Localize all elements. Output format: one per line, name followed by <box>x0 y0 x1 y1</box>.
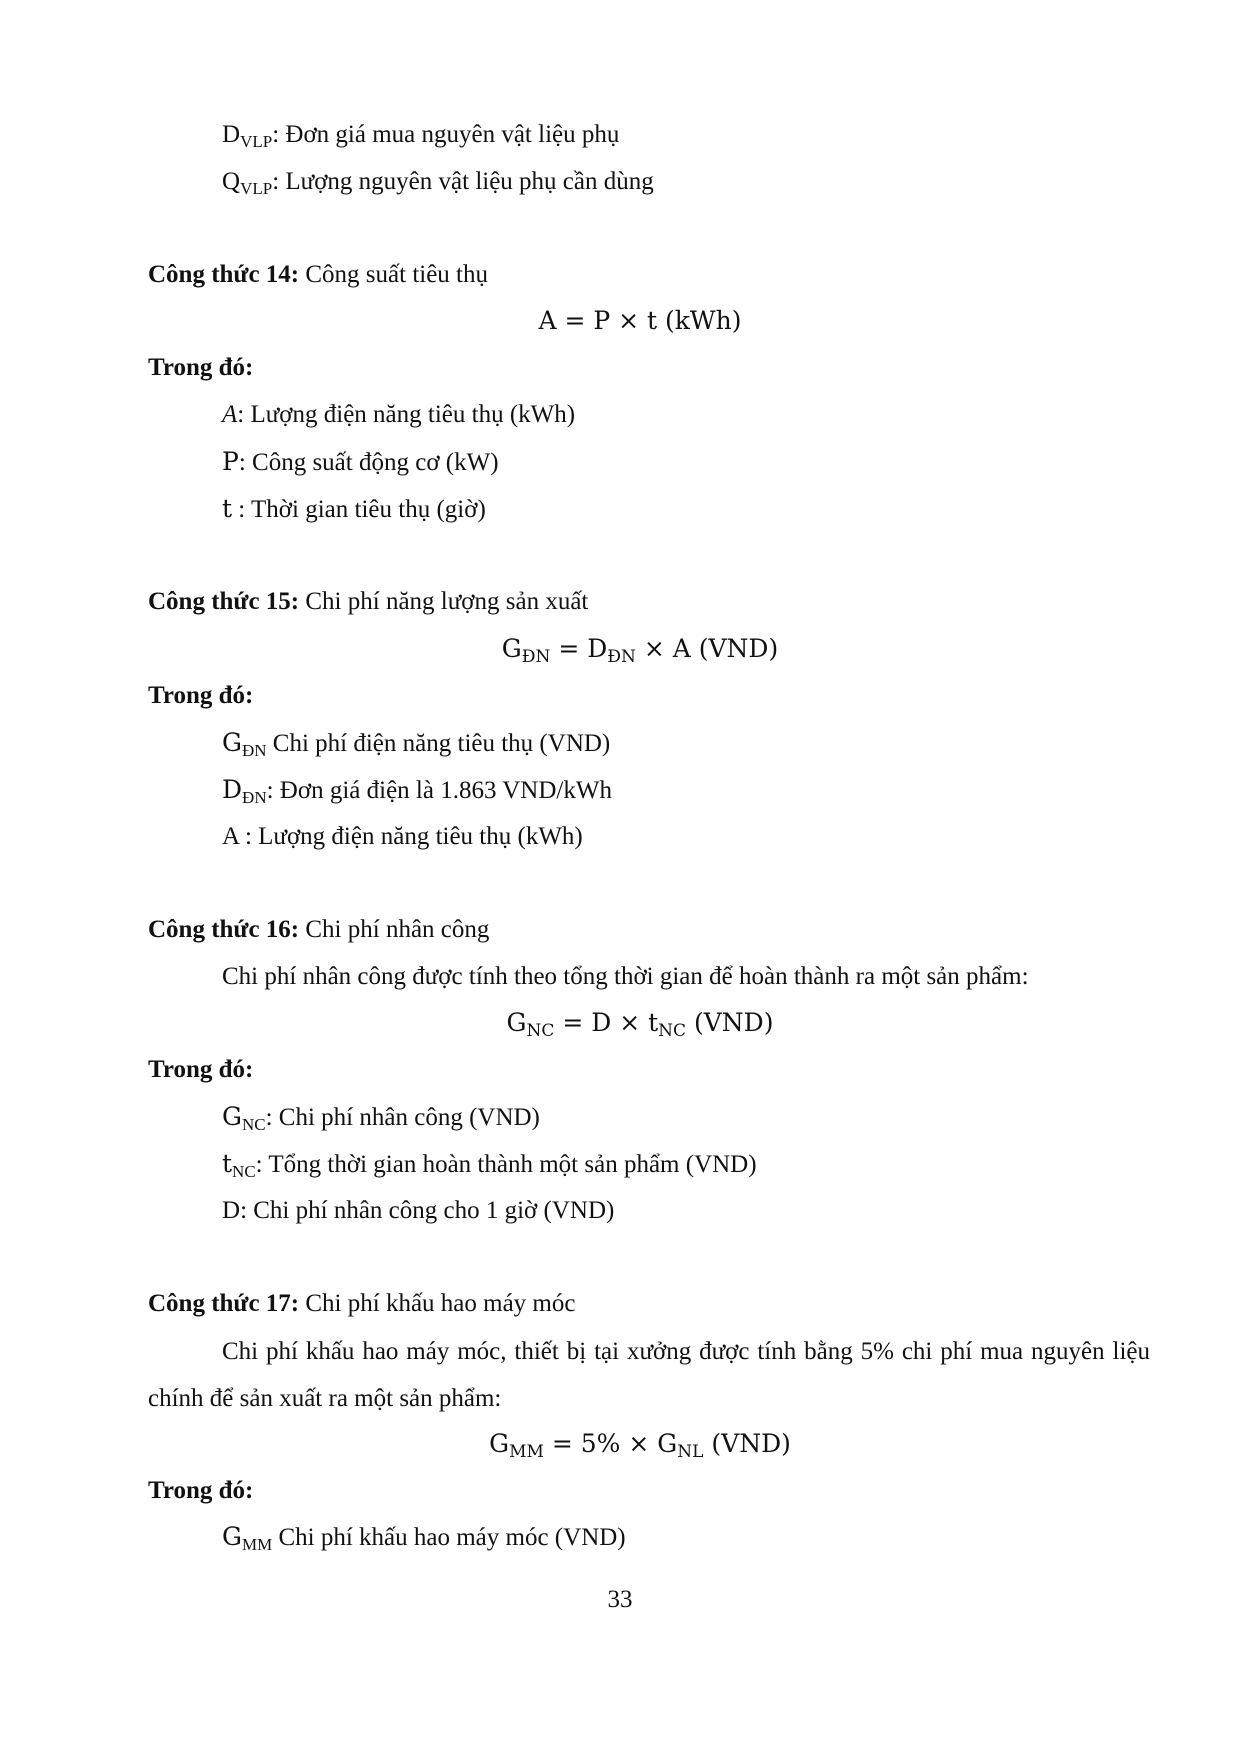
formula-14-equation: A = P × t (kWh) <box>538 306 742 335</box>
formula-15-where: Trong đó: <box>148 682 254 709</box>
formula-15-equation: $G_{ĐN} = D_{ĐN} \times A$ (VND) <box>501 634 779 667</box>
page-number: 33 <box>607 1586 633 1613</box>
def-a: A: Lượng điện năng tiêu thụ (kWh) <box>222 401 576 428</box>
def-d: D: Chi phí nhân công cho 1 giờ (VND) <box>222 1197 615 1224</box>
formula-16-heading: Công thức 16: Chi phí nhân công <box>148 916 490 943</box>
def-a-2: A : Lượng điện năng tiêu thụ (kWh) <box>222 823 583 850</box>
formula-15-heading: Công thức 15: Chi phí năng lượng sản xuất <box>148 588 589 615</box>
def-p: P: Công suất động cơ (kW) <box>222 447 499 476</box>
formula-17-equation: $G_{MM} = 5\% \times G_{NL}$ (VND) <box>489 1429 791 1462</box>
def-gdn: $G_{ĐN}$ Chi phí điện năng tiêu thụ (VND) <box>222 728 611 760</box>
formula-17-heading: Công thức 17: Chi phí khấu hao máy móc <box>148 1290 576 1317</box>
formula-16-equation: $G_{NC} = D \times t_{NC}$ (VND) <box>506 1008 774 1041</box>
formula-14-heading: Công thức 14: Công suất tiêu thụ <box>148 261 489 288</box>
formula-17-where: Trong đó: <box>148 1477 254 1504</box>
formula-17-intro: Chi phí khấu hao máy móc, thiết bị tại xưởng được tính bằng 5% chi phí mua nguyên liệu chính để sản xuất ra một sản phẩm: <box>148 1338 1150 1412</box>
def-tnc: $t_{NC}$: Tổng thời gian hoàn thành một sản phẩm (VND) <box>222 1149 757 1181</box>
def-t: t : Thời gian tiêu thụ (giờ) <box>222 494 486 523</box>
formula-14-where: Trong đó: <box>148 354 254 381</box>
def-gmm: $G_{MM}$ Chi phí khấu hao máy móc (VND) <box>222 1522 626 1554</box>
def-qvlp: $Q_{VLP}$: Lượng nguyên vật liệu phụ cần dùng <box>222 168 654 198</box>
formula-16-where: Trong đó: <box>148 1056 254 1083</box>
def-gnc: $G_{NC}$: Chi phí nhân công (VND) <box>222 1102 540 1134</box>
def-ddn: $D_{ĐN}$: Đơn giá điện là 1.863 VND/kWh <box>222 775 612 807</box>
formula-16-intro: Chi phí nhân công được tính theo tổng thời gian để hoàn thành ra một sản phẩm: <box>222 963 1029 990</box>
def-dvlp: $D_{VLP}$: Đơn giá mua nguyên vật liệu phụ <box>222 121 620 151</box>
